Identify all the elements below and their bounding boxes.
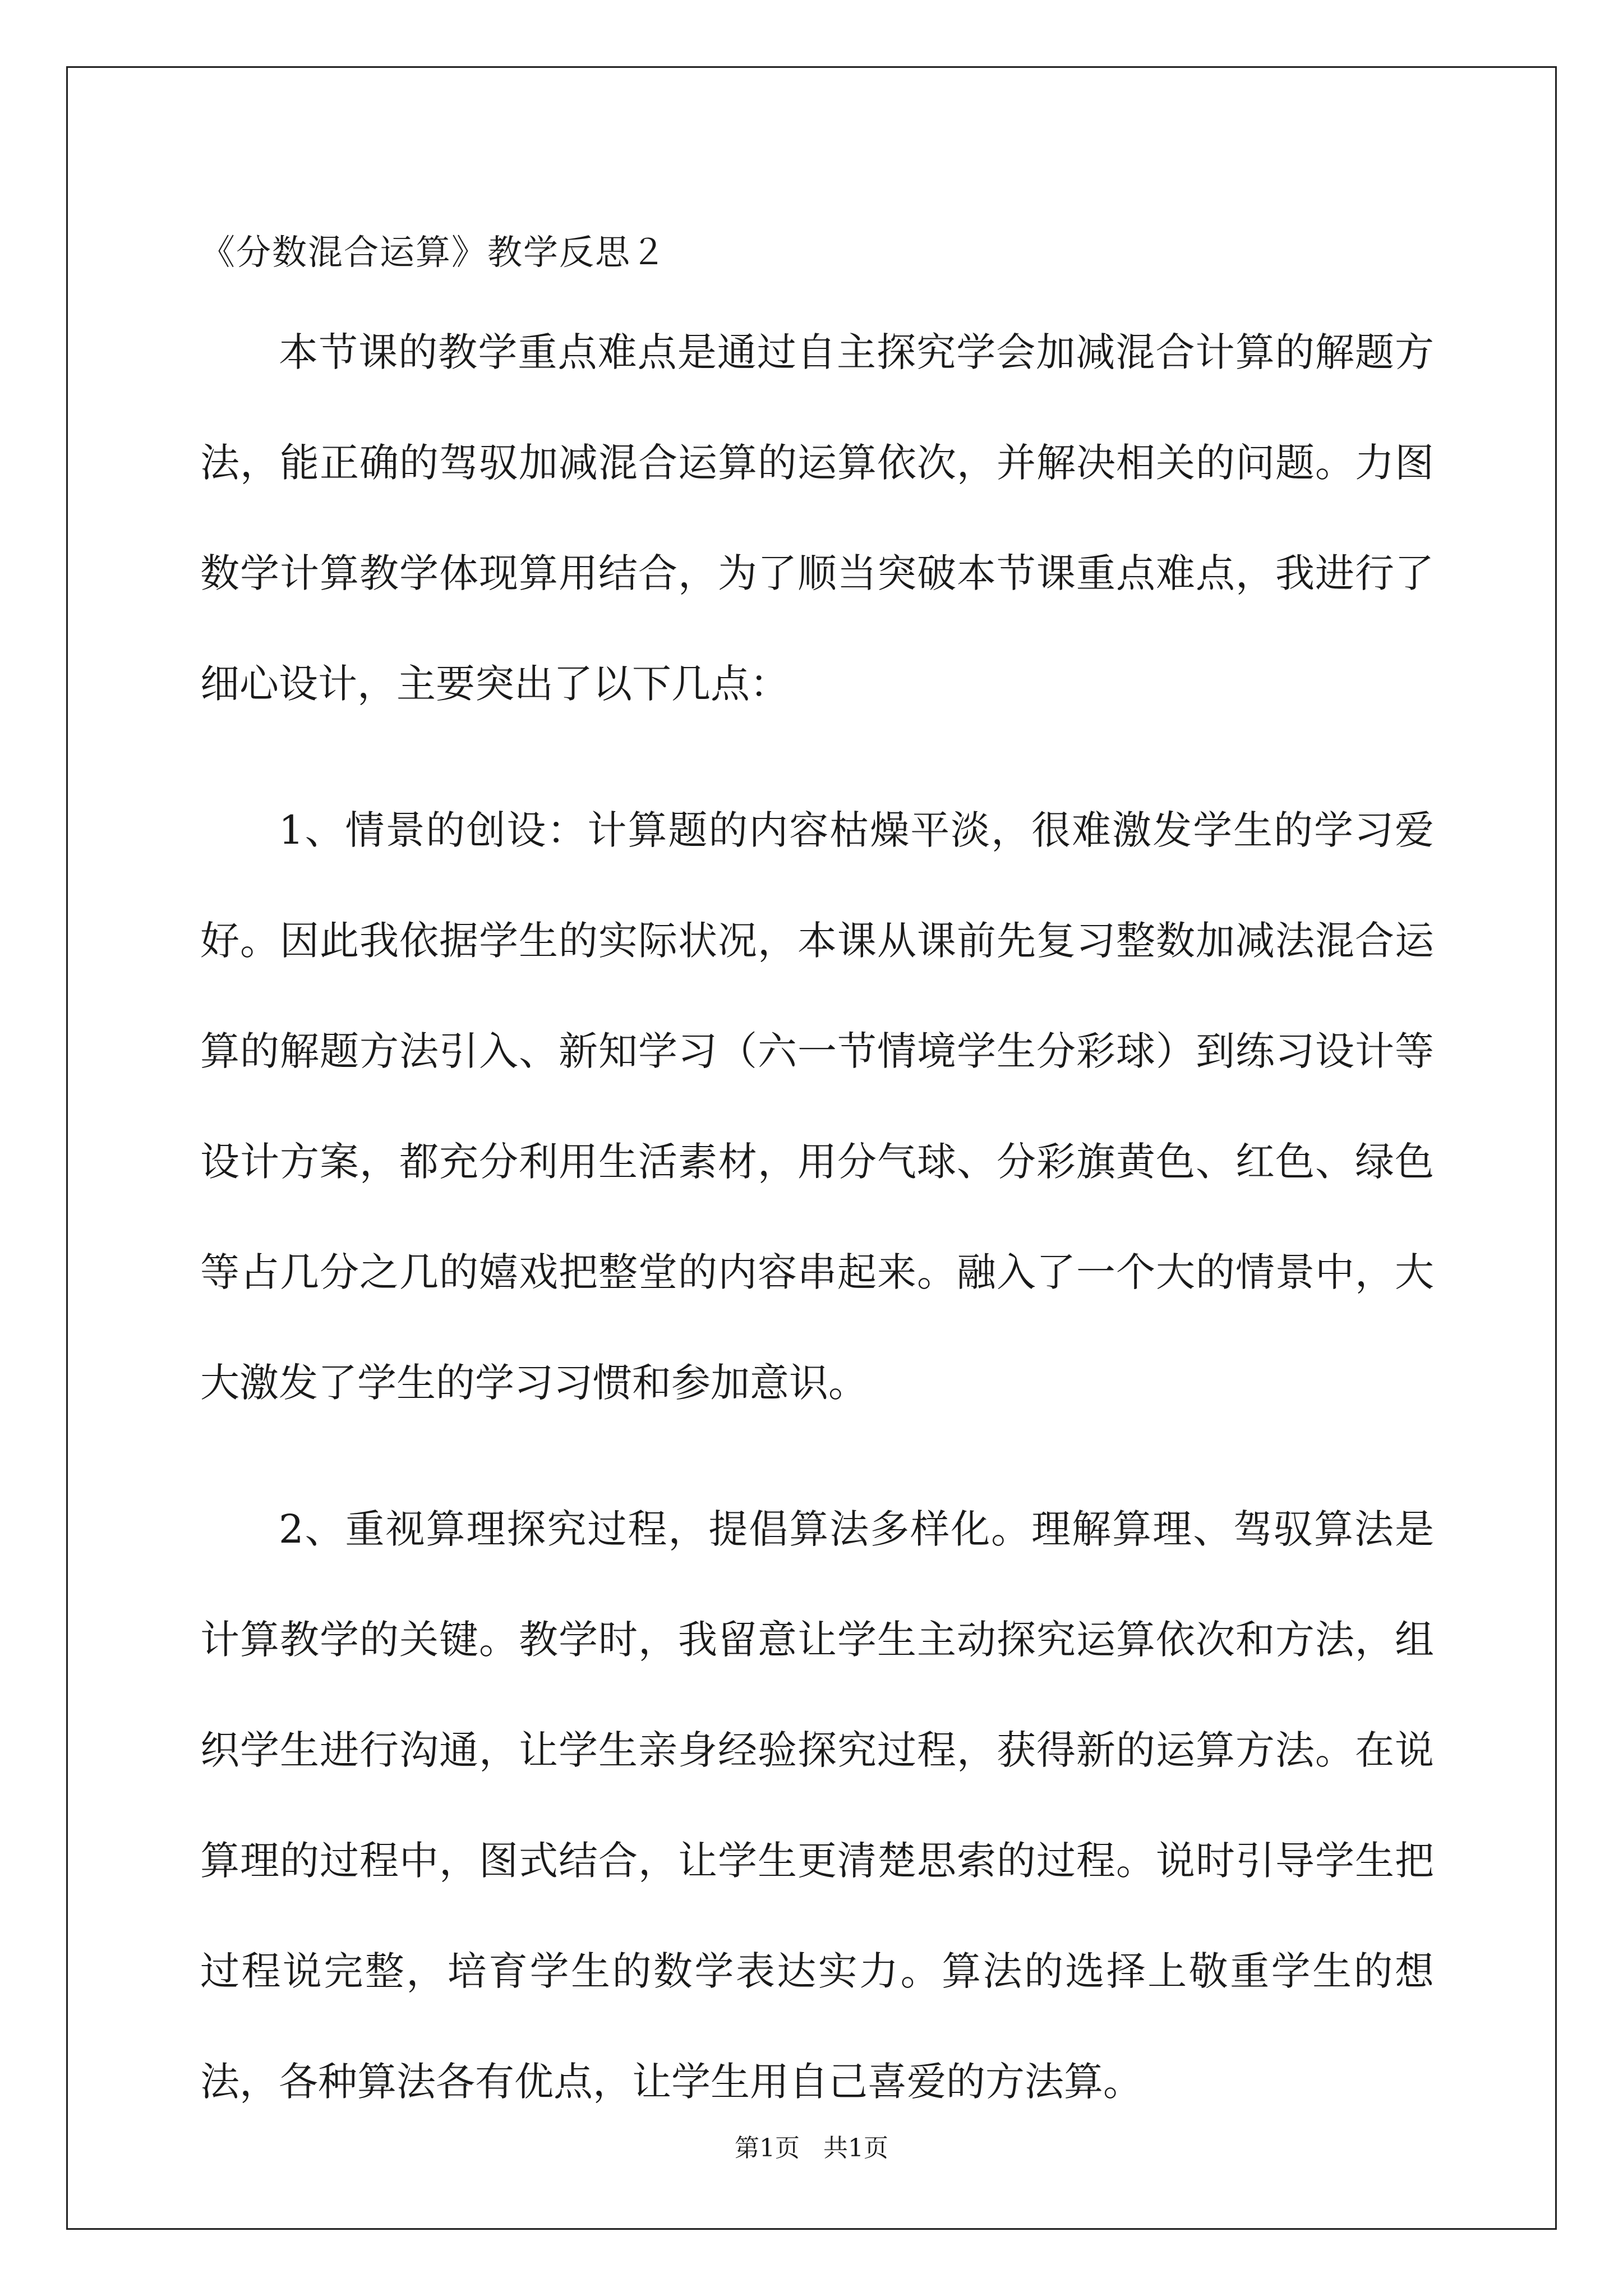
page-number-footer: 第1页 共1页 [735, 2134, 888, 2162]
document-title: 《分数混合运算》教学反思２ [200, 232, 667, 273]
paragraph-intro: 本节课的教学重点难点是通过自主探究学会加减混合计算的解题方法，能正确的驾驭加减混合运算的运算依次，并解决相关的问题。力图数学计算教学体现算用结合，为了顺当突破本节课重点难点，我进行了细心设计，主要突出了以下几点： [200, 329, 1434, 707]
document-body [200, 224, 1434, 2137]
paragraph-point-1: 1、情景的创设：计算题的内容枯燥平淡，很难激发学生的学习爱好。因此我依据学生的实际状况，本课从课前先复习整数加减法混合运算的解题方法引入、新知学习（六一节情境学生分彩球）到练习设计等设计方案，都充分利用生活素材，用分气球、分彩旗黄色、红色、绿色等占几分之几的嬉戏把整堂的内容串起来。融入了一个大的情景中，大大激发了学生的学习习惯和参加意识。 [200, 807, 1434, 1406]
paragraph-point-2: 2、重视算理探究过程，提倡算法多样化。理解算理、驾驭算法是计算教学的关键。教学时，我留意让学生主动探究运算依次和方法，组织学生进行沟通，让学生亲身经验探究过程，获得新的运算方法。在说算理的过程中，图式结合，让学生更清楚思索的过程。说时引导学生把过程说完整，培育学生的数学表达实力。算法的选择上敬重学生的想法，各种算法各有优点，让学生用自己喜爱的方法算。 [200, 1506, 1434, 2105]
